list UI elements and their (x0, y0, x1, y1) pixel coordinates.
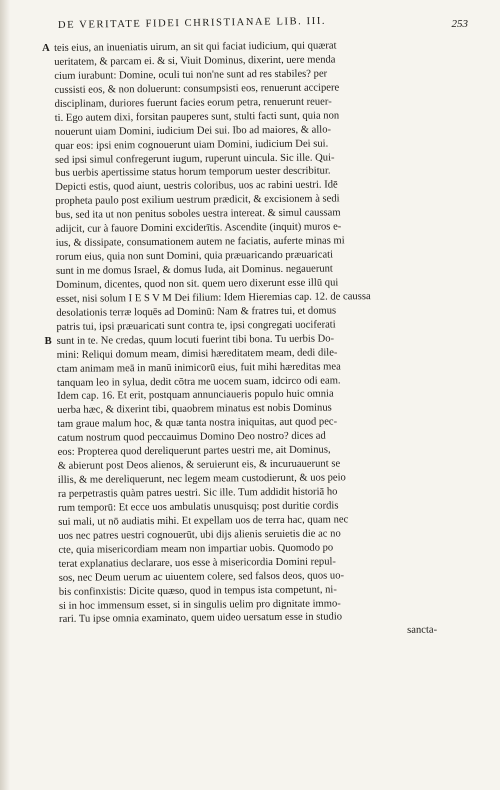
line-text: bus uerbis apertissime status horum temporum uester describitur. (55, 165, 331, 180)
body-text (42, 38, 487, 641)
line-text: eos: Propterea quod dereliquerunt partes uestri me, ait Dominus, (57, 444, 331, 459)
line-text: desolationis terræ loquēs ad Dominū: Nam & fratres tui, et domus (56, 305, 337, 319)
line-text: illis, & me dereliquerunt, nec legem meam custodierunt, & uos peio (57, 472, 346, 486)
line-text: rorum eius, quia non sunt Domini, quia præuaricando præuaricati (55, 249, 334, 263)
line-text: uerba hæc, & dixerint tibi, quaobrem minatus est nobis Dominus (57, 402, 332, 417)
page-number: 253 (451, 18, 468, 30)
line-text: catum nostrum quod peccauimus Domino Deo nostro? dices ad (57, 430, 326, 445)
line-text: ti. Ego autem dixi, forsitan pauperes sunt, stulti facti sunt, quia non (54, 110, 340, 124)
line-text: si in hoc immensum esset, si in singulis uelim pro dignitate immo- (58, 597, 341, 612)
page-header (57, 15, 478, 38)
line-text: sunt in te. Ne credas, quum locuti fuerint tibi bona. Tu uerbis Do- (56, 333, 335, 347)
line-text: ueritatem, & parcam ei. & si, Viuit Dominus, dixerint, uere menda (54, 54, 336, 68)
line-text: nouerunt uiam Domini, iudicium Dei sui. Ibo ad maiores, & allo- (54, 124, 332, 138)
line-text: Idem cap. 16. Et erit, postquam annunciaueris populo huic omnia (57, 388, 334, 403)
line-text: esset, nisi solum I E S V M Dei filium: Idem Hieremias cap. 12. de caussa (56, 291, 371, 305)
line-text: sunt in me domus Israel, & domus Iuda, ait Dominus. negauerunt (55, 263, 333, 277)
page-gutter-shadow (0, 0, 10, 790)
line-text: sancta- (407, 624, 438, 637)
line-text: tam graue malum hoc, & quæ tanta nostra iniquitas, aut quod pec- (57, 416, 338, 431)
line-text: cium iurabunt: Domine, oculi tui non'ne sunt ad res stabiles? per (54, 68, 328, 82)
line-text: Depicti estis, quod aiunt, uestris coloribus, uos ac rabini uestri. Idē (55, 179, 338, 194)
line-text: patris tui, ipsi præuaricati sunt contra te, ipsi congregati uociferati (56, 319, 336, 333)
line-text: disciplinam, duriores fuerunt facies eorum petra, renuerunt reuer- (54, 96, 332, 110)
line-text: ctam animam meā in manū inimicorū eius, fuit mihi hæreditas mea (56, 360, 341, 375)
margin-marker: B (44, 335, 52, 347)
line-text: cte, quia misericordiam meam non impartiar uobis. Quomodo po (58, 542, 334, 556)
line-text: mini: Reliqui domum meam, dimisi hæreditatem meam, dedi dile- (56, 347, 338, 361)
line-text: teis eius, an inueniatis uirum, an sit qui faciat iudicium, qui quærat (54, 40, 337, 54)
line-text: sui mali, ut nō audiatis mihi. Et expellam uos de terra hac, quam nec (58, 514, 349, 528)
margin-marker: A (42, 42, 50, 54)
line-text: terat explanatius declarare, uos esse à misericordia Domini repul- (58, 556, 336, 570)
line-text: propheta paulo post exilium uestrum prædicit, & excisionem à sedi (55, 193, 340, 208)
line-text: & abierunt post Deos alienos, & seruierunt eis, & incuruauerunt se (57, 458, 341, 473)
line-text: rum temporū: Et ecce uos ambulatis unusquisq; post duritie cordis (58, 500, 339, 514)
line-text: cussisti eos, & non doluerunt: consumpsisti eos, renuerunt accipere (54, 82, 340, 96)
line-text: Dominum, dicentes, quod non sit. quem uero dixerunt esse illū qui (56, 277, 339, 291)
line-text: bus, sed ita ut non penitus soboles uestra intereat. & simul caussam (55, 207, 341, 222)
running-title: DE VERITATE FIDEI CHRISTIANAE LIB. III. (57, 15, 327, 31)
line-text: rari. Tu ipse omnia examinato, quem uideo uersatum esse in studio (58, 611, 343, 626)
line-text: sed ipsi simul confregerunt iugum, ruperunt uincula. Sic ille. Qui- (54, 151, 335, 166)
line-text: quar eos: ipsi enim cognouerunt uiam Domini, iudicium Dei sui. (54, 138, 329, 152)
line-text: sos, nec Deum uerum ac uiuentem colere, sed falsos deos, quos uo- (58, 570, 345, 584)
line-text: ra perpetrastis quàm patres uestri. Sic ille. Tum addidit historiā ho (57, 486, 338, 500)
line-text: ius, & dissipate, consumationem autem ne faciatis, auferte minas mi (55, 235, 345, 250)
line-text: bis confinxistis: Dicite quæso, quod in tempus ista competunt, ni- (58, 584, 337, 598)
line-text: tanquam leo in sylua, dedit cōtra me uocem suam, idcirco odi eam. (56, 374, 341, 389)
line-text: adijcit, cur à fauore Domini exciderītis. Ascendite (inquit) muros e- (55, 221, 342, 236)
line-text: uos nec patres uestri cognouerūt, ubi dijs alienis seruietis die ac no (58, 528, 341, 542)
